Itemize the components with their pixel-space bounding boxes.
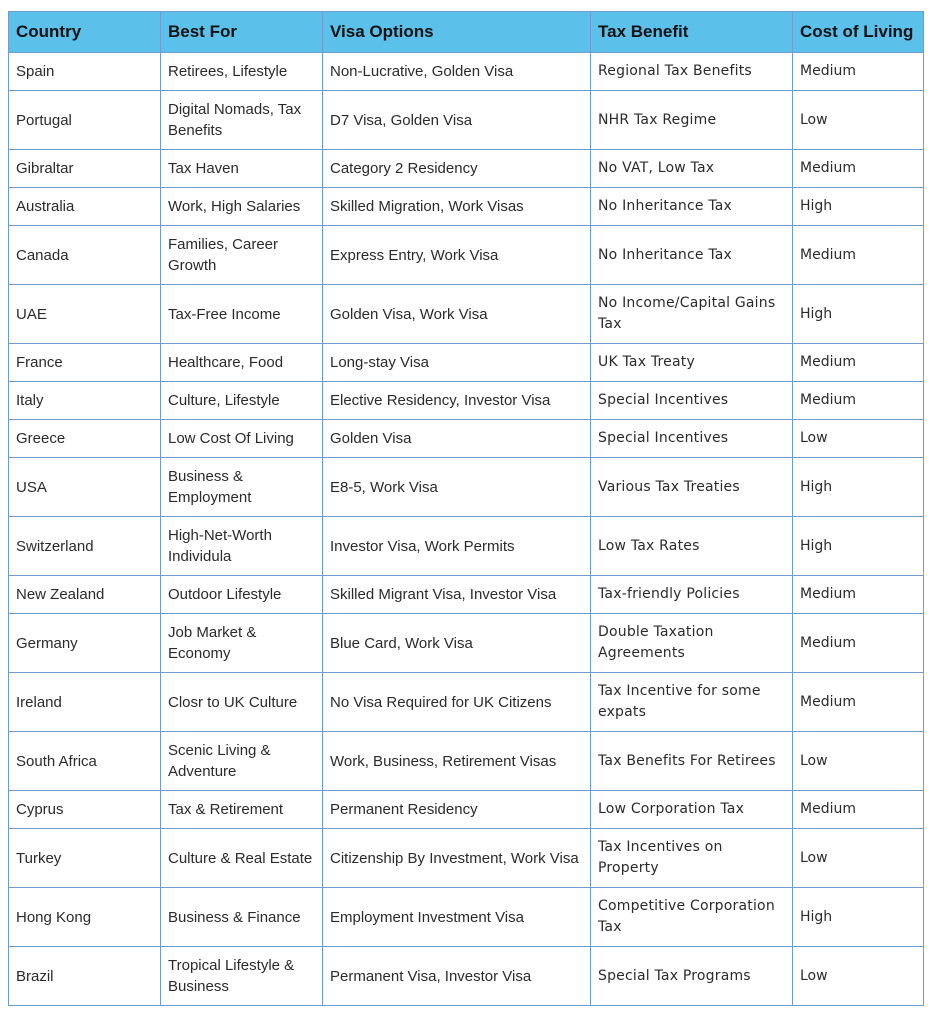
cell-cost-of-living: Medium [793,344,924,382]
cell-cost-of-living: High [793,188,924,226]
cell-tax-benefit: NHR Tax Regime [591,91,793,150]
cell-country: Turkey [9,829,161,888]
table-row [9,53,924,91]
cell-visa-options: Express Entry, Work Visa [323,226,591,285]
cell-cost-of-living: Medium [793,53,924,91]
cell-tax-benefit: Special Incentives [591,382,793,420]
cell-country: Australia [9,188,161,226]
cell-visa-options: Work, Business, Retirement Visas [323,732,591,791]
cell-tax-benefit: Various Tax Treaties [591,458,793,517]
cell-country: Italy [9,382,161,420]
cell-tax-benefit: UK Tax Treaty [591,344,793,382]
cell-best-for: Closr to UK Culture [161,673,323,732]
cell-best-for: Culture, Lifestyle [161,382,323,420]
cell-cost-of-living: High [793,458,924,517]
cell-tax-benefit: No Inheritance Tax [591,226,793,285]
cell-country: Greece [9,420,161,458]
cell-cost-of-living: Medium [793,576,924,614]
cell-tax-benefit: No Inheritance Tax [591,188,793,226]
table-row [9,673,924,732]
table-row [9,614,924,673]
cell-tax-benefit: Tax Benefits For Retirees [591,732,793,791]
cell-country: Spain [9,53,161,91]
cell-country: Hong Kong [9,888,161,947]
cell-cost-of-living: Medium [793,673,924,732]
cell-cost-of-living: Medium [793,226,924,285]
cell-best-for: Tax & Retirement [161,791,323,829]
cell-visa-options: Investor Visa, Work Permits [323,517,591,576]
cell-visa-options: D7 Visa, Golden Visa [323,91,591,150]
cell-cost-of-living: Low [793,732,924,791]
header-cost-of-living: Cost of Living [793,12,924,53]
cell-best-for: Families, Career Growth [161,226,323,285]
cell-country: UAE [9,285,161,344]
cell-visa-options: E8-5, Work Visa [323,458,591,517]
header-country: Country [9,12,161,53]
cell-visa-options: Permanent Residency [323,791,591,829]
cell-best-for: Culture & Real Estate [161,829,323,888]
table-row [9,576,924,614]
cell-best-for: Retirees, Lifestyle [161,53,323,91]
cell-best-for: Healthcare, Food [161,344,323,382]
cell-best-for: Tax-Free Income [161,285,323,344]
cell-country: Germany [9,614,161,673]
cell-tax-benefit: Special Tax Programs [591,947,793,1006]
cell-cost-of-living: Low [793,829,924,888]
cell-cost-of-living: Medium [793,614,924,673]
cell-visa-options: Category 2 Residency [323,150,591,188]
cell-country: France [9,344,161,382]
header-best-for: Best For [161,12,323,53]
cell-tax-benefit: Tax Incentives on Property [591,829,793,888]
cell-cost-of-living: High [793,285,924,344]
cell-best-for: Business & Finance [161,888,323,947]
cell-visa-options: Long-stay Visa [323,344,591,382]
cell-visa-options: Employment Investment Visa [323,888,591,947]
table-row [9,226,924,285]
cell-best-for: Tax Haven [161,150,323,188]
table-row [9,344,924,382]
header-visa-options: Visa Options [323,12,591,53]
cell-cost-of-living: High [793,888,924,947]
cell-cost-of-living: Low [793,91,924,150]
cell-country: USA [9,458,161,517]
table-row [9,888,924,947]
cell-tax-benefit: No Income/Capital Gains Tax [591,285,793,344]
cell-tax-benefit: Special Incentives [591,420,793,458]
cell-visa-options: No Visa Required for UK Citizens [323,673,591,732]
cell-tax-benefit: Low Tax Rates [591,517,793,576]
cell-best-for: High-Net-Worth Individula [161,517,323,576]
cell-country: Cyprus [9,791,161,829]
cell-tax-benefit: Competitive Corporation Tax [591,888,793,947]
cell-country: Switzerland [9,517,161,576]
cell-best-for: Business & Employment [161,458,323,517]
cell-visa-options: Elective Residency, Investor Visa [323,382,591,420]
cell-country: Ireland [9,673,161,732]
cell-visa-options: Golden Visa, Work Visa [323,285,591,344]
cell-best-for: Tropical Lifestyle & Business [161,947,323,1006]
relocation-comparison-table [8,11,924,1006]
cell-tax-benefit: Double Taxation Agreements [591,614,793,673]
cell-visa-options: Permanent Visa, Investor Visa [323,947,591,1006]
table-row [9,458,924,517]
table-row [9,150,924,188]
cell-best-for: Digital Nomads, Tax Benefits [161,91,323,150]
cell-visa-options: Citizenship By Investment, Work Visa [323,829,591,888]
cell-cost-of-living: Medium [793,150,924,188]
table-row [9,732,924,791]
header-tax-benefit: Tax Benefit [591,12,793,53]
table-row [9,829,924,888]
cell-country: Portugal [9,91,161,150]
cell-cost-of-living: Medium [793,382,924,420]
table-row [9,517,924,576]
cell-country: New Zealand [9,576,161,614]
cell-tax-benefit: Tax-friendly Policies [591,576,793,614]
cell-visa-options: Skilled Migration, Work Visas [323,188,591,226]
table-header-row [9,12,924,53]
cell-country: Gibraltar [9,150,161,188]
cell-cost-of-living: Low [793,420,924,458]
cell-tax-benefit: No VAT, Low Tax [591,150,793,188]
cell-best-for: Scenic Living & Adventure [161,732,323,791]
table-row [9,285,924,344]
cell-best-for: Outdoor Lifestyle [161,576,323,614]
table-row [9,420,924,458]
cell-country: South Africa [9,732,161,791]
cell-best-for: Job Market & Economy [161,614,323,673]
cell-visa-options: Skilled Migrant Visa, Investor Visa [323,576,591,614]
table-row [9,91,924,150]
cell-cost-of-living: High [793,517,924,576]
cell-country: Canada [9,226,161,285]
cell-cost-of-living: Medium [793,791,924,829]
cell-visa-options: Non-Lucrative, Golden Visa [323,53,591,91]
table-row [9,791,924,829]
cell-visa-options: Golden Visa [323,420,591,458]
table-row [9,188,924,226]
cell-cost-of-living: Low [793,947,924,1006]
cell-tax-benefit: Tax Incentive for some expats [591,673,793,732]
cell-best-for: Work, High Salaries [161,188,323,226]
cell-best-for: Low Cost Of Living [161,420,323,458]
cell-tax-benefit: Low Corporation Tax [591,791,793,829]
cell-tax-benefit: Regional Tax Benefits [591,53,793,91]
cell-country: Brazil [9,947,161,1006]
table-row [9,947,924,1006]
table-row [9,382,924,420]
cell-visa-options: Blue Card, Work Visa [323,614,591,673]
